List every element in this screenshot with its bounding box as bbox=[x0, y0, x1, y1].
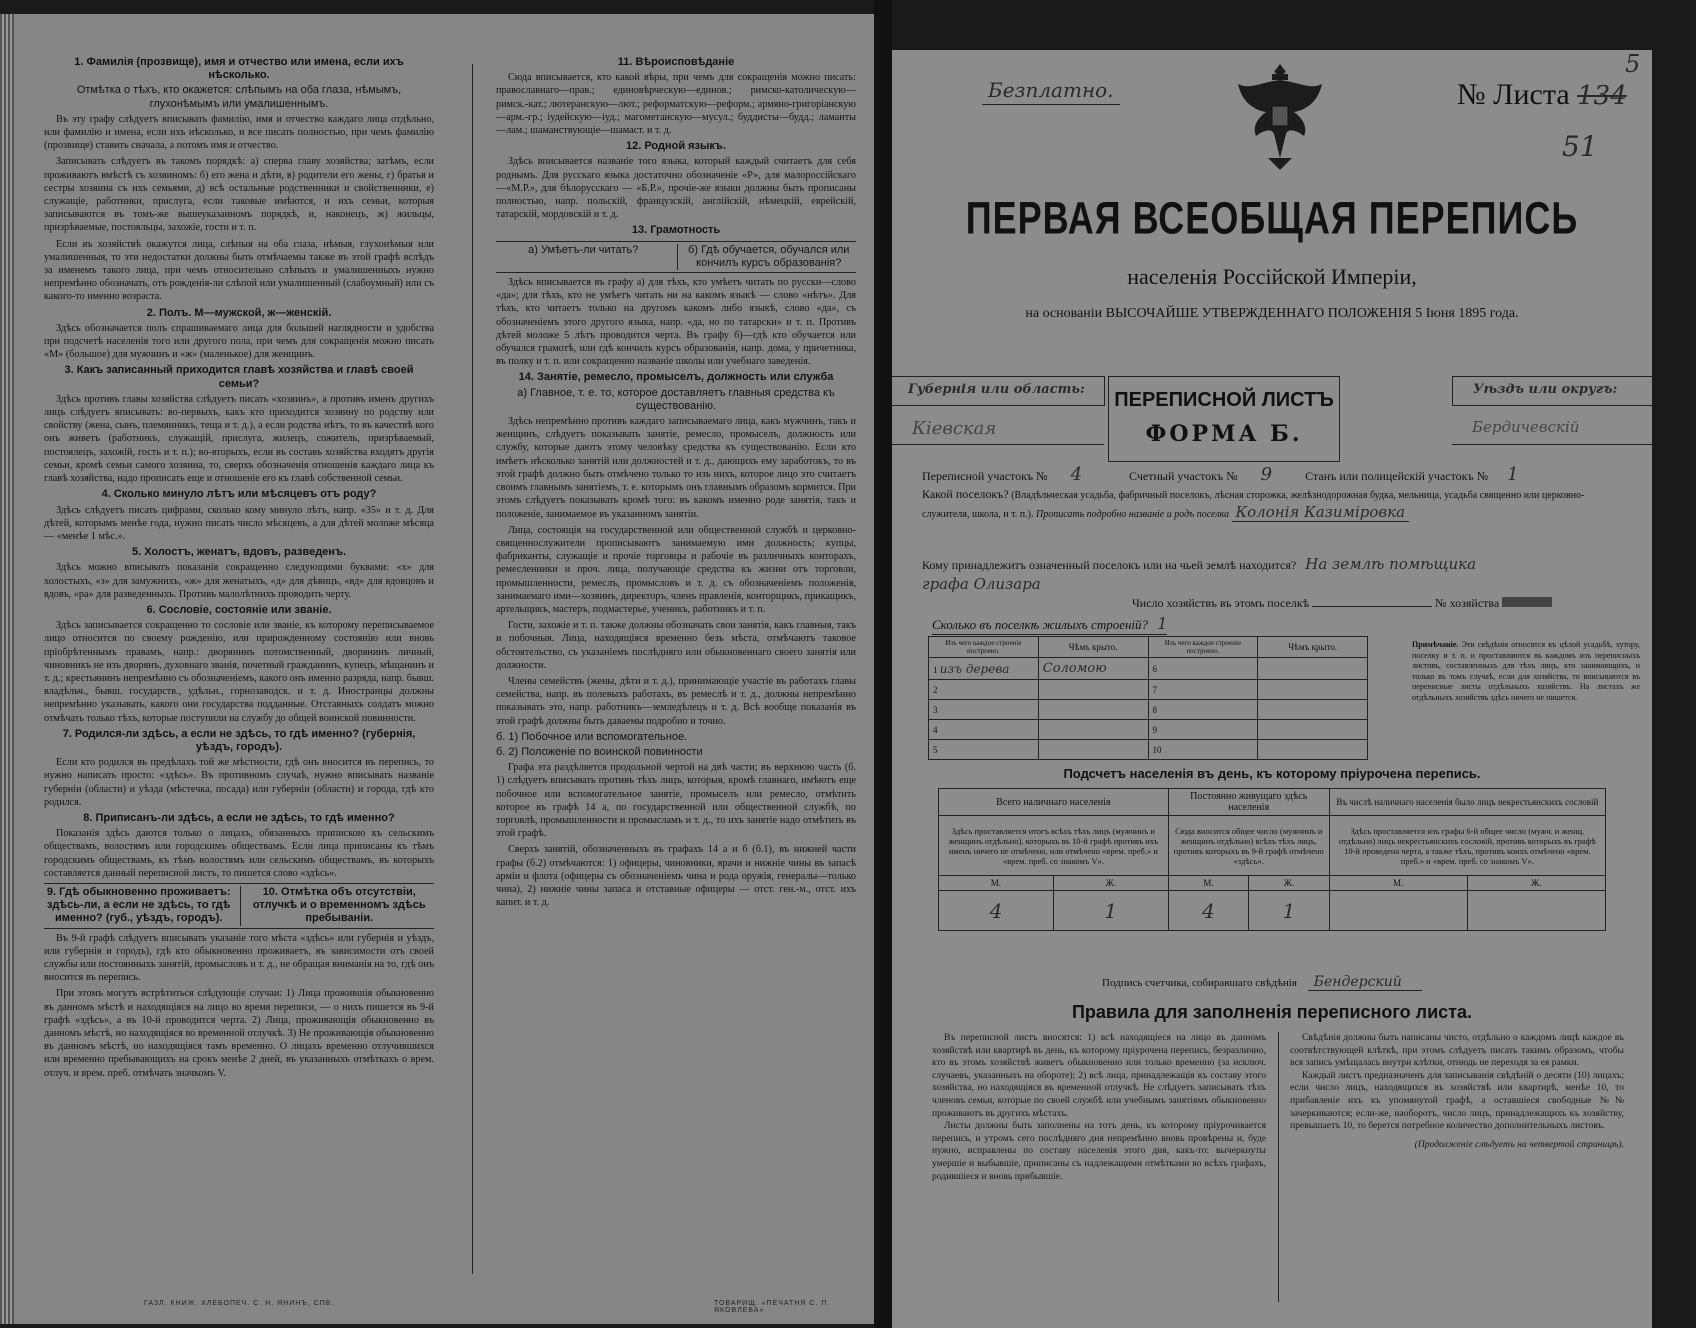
buildings-line bbox=[932, 614, 1167, 635]
section-subheading: б. 2) Положеніе по воинской повинности bbox=[496, 745, 703, 758]
table-cell: Сюда вносится общее число (мужчинъ и женщинъ отдѣльно) всѣхъ тѣхъ лицъ, противъ которыхъ въ 9-й графѣ отмѣчено «здѣсь». bbox=[1168, 816, 1329, 876]
non-peasant-male-value[interactable] bbox=[1329, 891, 1467, 931]
paragraph: При этомъ могутъ встрѣтиться слѣдующіе случаи: 1) Лица прожившія обыкновенно въ данномъ мѣстѣ и находящіяся на лицо во время переписи, — о нихъ пишется въ 9-й графѣ «здѣсь», а въ 10-й проводится черта. 2) Лица, проживающія обыкновенно въ данномъ мѣстѣ, но находящіяся во временной отлучкѣ. 3) Не проживающія обыкновенно въ данномъ мѣстѣ, но находящіяся тамъ временно. О лицахъ временно отлучившихся или временно пребывающихъ на срокъ менѣе 2 дней, въ указанныхъ отмѣткахъ о врем. отлуч. и врем. преб. отмѣчать значкомъ V. bbox=[44, 988, 434, 1079]
table-cell[interactable] bbox=[1038, 720, 1148, 740]
paragraph: Здѣсь вписывается въ графу а) для тѣхъ, кто умѣетъ читать по русски—слово «да»; для тѣхъ, кто не умѣетъ читать ни на какомъ языкѣ — слово «нѣтъ». Для тѣхъ, кто читаетъ только на другомъ какомъ либо языкѣ, слово «да», съ обозначеніемъ этого другого языка, напр. «да, но по татарски» и т. п. Противъ дѣтей моложе 5 лѣтъ проводится черта. Въ графу б)—гдѣ кто обучается или обучался грамотѣ, или гдѣ кончилъ курсъ образованія, напр. дома, у причетника, въ полку и т. п. или сокращенно названіе школы или учебнаго заведенія. bbox=[496, 277, 856, 368]
paragraph: Графа эта раздѣляется продольной чертой на двѣ части; въ верхнюю часть (б. 1) слѣдуетъ вписывать противъ тѣхъ лицъ, которыя, кромѣ главнаго, имѣютъ еще побочное или вспомогательное занятіе, промыселъ или ремесло, отмѣтить которое въ графѣ 14 а, по государственной или общественной службѣ, по торговлѣ, промышленности и промысламъ и т. д., то ихъ занятіе надо отмѣтить въ этой графѣ. bbox=[496, 762, 856, 840]
section-heading: 11. Вѣроисповѣданіе bbox=[617, 56, 735, 68]
paragraph: Лица, состоящія на государственной или общественной службѣ и церковно-священнослужители прописываютъ занимаемую ими должность; купцы, фабриканты, служащіе и прочіе торговцы и рабочіе въ различныхъ конторахъ, ремесленники и проч. лица, получающіе средства къ жизни отъ торговли, промышленности, ремеслъ, промысловъ и т. д. съ обозначеніемъ положенія, занимаемаго ими—хозяинъ, директоръ, членъ правленія, конторщикъ, прикащикъ, артельщикъ, мастеръ, подмастерье, ученикъ, работникъ и т. п. bbox=[496, 524, 856, 615]
census-area-value[interactable]: 4 bbox=[1070, 464, 1083, 485]
section-heading: 8. Приписанъ-ли здѣсь, а если не здѣсь, то гдѣ именно? bbox=[83, 811, 395, 824]
table-cell[interactable]: 5 bbox=[929, 740, 1039, 760]
paragraph: Здѣсь обозначается полъ спрашиваемаго лица для большей наглядности и удобства при подсчетѣ населенія того или другого пола, при чемъ для сокращенія можно писать «М» (большое) для мужчинъ и «ж» (маленькое) для женщинъ. bbox=[44, 322, 434, 361]
table-cell[interactable]: 3 bbox=[929, 700, 1039, 720]
resident-male-value[interactable]: 4 bbox=[1168, 891, 1248, 931]
section-heading: 2. Полъ. М—мужской, ж—женскій. bbox=[146, 306, 332, 319]
table-cell[interactable]: 9 bbox=[1148, 720, 1258, 740]
table-row bbox=[929, 720, 1368, 740]
table-cell[interactable] bbox=[1038, 700, 1148, 720]
table-cell[interactable]: 10 bbox=[1148, 740, 1258, 760]
paragraph: Свѣдѣнія должны быть написаны чисто, отдѣльно о каждомъ лицѣ каждое въ соотвѣтствующей клѣткѣ, при этомъ слѣдуетъ писать такимъ образомъ, чтобы вся запись умѣщалась внутри клѣтки, отнюдь не переходя за ея рамки. bbox=[1290, 1032, 1624, 1069]
buildings-value[interactable]: 1 bbox=[1157, 614, 1168, 633]
rules-column-1 bbox=[932, 1032, 1266, 1183]
households-label: Число хозяйствъ въ этомъ поселкѣ bbox=[1132, 596, 1310, 610]
section-heading-pair bbox=[496, 241, 856, 273]
paragraph: Каждый листъ предназначенъ для записыванія свѣдѣній о десяти (10) лицахъ; если число лицъ, находящихся въ хозяйствѣ или квартирѣ, менѣе 10, то прибавленіе ихъ къ упомянутой графѣ, а оставшіеся свободные №№ зачеркиваются; если-же, наоборотъ, число лицъ, принадлежащихъ къ хозяйству, превышаетъ 10, то берется потребное количество дополнительныхъ листовъ. bbox=[1290, 1069, 1624, 1132]
signature-value[interactable]: Бендерский bbox=[1308, 974, 1422, 991]
section-heading: 10. Отмѣтка объ отсутствіи, отлучкѣ и о временномъ здѣсь пребываніи. bbox=[240, 886, 435, 926]
section-heading: 12. Родной языкъ. bbox=[625, 140, 726, 153]
table-cell[interactable]: 4 bbox=[929, 720, 1039, 740]
total-female-value[interactable]: 1 bbox=[1053, 891, 1168, 931]
owner-value[interactable]: На землѣ помѣщика bbox=[1305, 555, 1477, 573]
left-page-instructions bbox=[14, 14, 874, 1324]
table-header: Чѣмъ крыто. bbox=[1038, 637, 1148, 658]
sheet-number-correction: 5 bbox=[1625, 50, 1641, 78]
buildings-label: Сколько въ поселкѣ жилыхъ строеній? bbox=[932, 617, 1149, 632]
book-spine bbox=[874, 0, 892, 1328]
paragraph: Въ 9-й графѣ слѣдуетъ вписывать указаніе того мѣста «здѣсь» или губернія и уѣздъ, или губернія и городъ), гдѣ кто обыкновенно проживаетъ, въ зависимости отъ своей службы или постоянныхъ занятій, промысловъ и т. д., не обращая вниманія на то, гдѣ онъ вносится въ перепись. bbox=[44, 932, 434, 984]
form-title: ПЕРВАЯ ВСЕОБЩАЯ ПЕРЕПИСЬ bbox=[965, 192, 1579, 244]
table-cell: Ж. bbox=[1053, 876, 1168, 891]
paragraph: Сверхъ занятій, обозначенныхъ въ графахъ 14 а и б (б.1), въ нижней части графы (б.2) отмѣчаются: 1) офицеры, чиновники, врачи и нижніе чины въ запасѣ арміи и флота (офицеры съ обозначеніемъ чина и рода оружія, генералы—только чина), 2) нижніе чины запаса и отставные офицеры — отст. ген.-м., отст. ихъ капит. и т. д. bbox=[496, 844, 856, 909]
table-cell[interactable] bbox=[1258, 680, 1368, 700]
settlement-value[interactable]: Колонія Казиміровка bbox=[1232, 503, 1410, 522]
table-cell[interactable] bbox=[1258, 700, 1368, 720]
sheet-number-value: 134 bbox=[1577, 81, 1627, 111]
table-header: Всего наличнаго населенія bbox=[939, 789, 1169, 816]
imperial-eagle-icon bbox=[1232, 62, 1328, 172]
paragraph: Показанія здѣсь даются только о лицахъ, обязанныхъ припискою къ сельскимъ обществамъ, волостямъ или городскимъ обществамъ. Если лица приписаны къ тѣмъ городскимъ обществамъ, къ тѣмъ волостямъ или сельскимъ обществамъ, въ которыхъ составляется данный переписной листъ, то пишется слово «здѣсь». bbox=[44, 828, 434, 879]
sheet-number bbox=[1457, 78, 1627, 112]
paragraph: Здѣсь можно вписывать показанія сокращенно следующими буквами: «х» для холостыхъ, «з» для замужнихъ, «ж» для женатыхъ, «д» для дѣвицъ, «вд» для вдовцовъ и вдовъ, «ра» для разведенныхъ. Противъ малолѣтнихъ проводить черту. bbox=[44, 562, 434, 600]
census-area-label: Переписной участокъ № bbox=[922, 469, 1048, 483]
table-row bbox=[929, 680, 1368, 700]
table-cell[interactable] bbox=[1258, 720, 1368, 740]
paragraph: Въ переписной листъ вносятся: 1) всѣ находящіеся на лицо въ данномъ хозяйствѣ или квартирѣ въ день, къ которому пріурочена перепись, безразлично, кто въ этомъ хозяйствѣ живетъ обыкновенно или только временно (за исключ. случаевъ, указанныхъ на обороте); 2) всѣ лица, принадлежащія къ составу этого хозяйства, но находящіяся въ временной отлучкѣ. Не слѣдуетъ записывать тѣхъ членовъ семьи, которые по своей службѣ или учебнымъ занятіямъ обыкновенно проживаютъ въ другихъ мѣстахъ. bbox=[932, 1032, 1266, 1119]
table-cell[interactable]: 7 bbox=[1148, 680, 1258, 700]
district-value[interactable]: Бердичевскій bbox=[1472, 418, 1580, 436]
instructions-column-2 bbox=[496, 54, 856, 912]
households-line bbox=[1132, 596, 1642, 611]
owner-block bbox=[922, 555, 1622, 573]
population-table bbox=[938, 788, 1606, 931]
table-row bbox=[929, 658, 1368, 680]
table-cell[interactable]: 8 bbox=[1148, 700, 1258, 720]
table-row bbox=[929, 740, 1368, 760]
resident-female-value[interactable]: 1 bbox=[1249, 891, 1329, 931]
table-header: Постоянно живущаго здѣсь населенія bbox=[1168, 789, 1329, 816]
province-box bbox=[892, 376, 1105, 406]
section-heading: 5. Холостъ, женатъ, вдовъ, разведенъ. bbox=[131, 546, 347, 559]
province-underline bbox=[892, 444, 1104, 445]
section-subheading: б. 1) Побочное или вспомогательное. bbox=[496, 730, 688, 743]
section-heading: 6. Сословіе, состояніе или званіе. bbox=[146, 603, 332, 616]
table-cell[interactable] bbox=[1038, 680, 1148, 700]
free-label: Безплатно. bbox=[982, 78, 1120, 105]
table-header: Чѣмъ крыто. bbox=[1258, 637, 1368, 658]
stan-value[interactable]: 1 bbox=[1507, 464, 1519, 485]
section-heading: а) Умѣетъ-ли читать? bbox=[528, 243, 639, 256]
count-title: Подсчетъ населенія въ день, къ которому пріурочена перепись. bbox=[1063, 766, 1481, 781]
table-header: Въ числѣ наличнаго населенія было лицъ некрестьянскихъ сословій bbox=[1329, 789, 1605, 816]
paragraph: Здѣсь записывается сокращенно то сословіе или званіе, къ которому переписываемое лицо относится по своему рожденію, или прирожденному состоянію или вновь пріобрѣтеннымъ правамъ, напр.: дворянинъ потомственный, дворянинъ личный, чиновникъ не изъ дворянъ, духовнаго званія, почетный гражданинъ, купецъ, мѣщанинъ и т. д.; крестьянинъ непремѣнно съ обозначеніемъ, какого онъ именно разряда, напр. бывш. владѣльч., бывш. государств., удѣльн., горнозаводск. и т. д. Иностранцы должны непремѣнно указывать, какого они государства подданные. Отставныхъ солдатъ можно отмѣчать только тѣхъ, которые поступили на службу до общей воинской повинности. bbox=[44, 620, 434, 724]
table-cell: Ж. bbox=[1249, 876, 1329, 891]
paragraph: Въ эту графу слѣдуетъ вписывать фамилію, имя и отчество каждаго лица отдѣльно, или фамилію и имена, если ихъ нѣсколько, и все писать полностью, при чемъ фамилію (прозвище) ставить сначала, а потомъ имя и отчество. bbox=[44, 113, 434, 152]
paragraph: Гости, захожіе и т. п. также должны обозначать свои занятія, какъ главныя, такъ и побочныя. Лица, находящіяся временно безъ мѣста, отмѣчаютъ таковое обстоятельство, съ указаніемъ послѣдняго или обыкновеннаго своего занятія или должности. bbox=[496, 620, 856, 671]
rules-continuation: (Продолженіе слѣдуетъ на четвертой страницѣ). bbox=[1414, 1138, 1624, 1150]
district-underline bbox=[1452, 444, 1652, 445]
table-cell[interactable] bbox=[1258, 658, 1368, 680]
table-cell: М. bbox=[1329, 876, 1467, 891]
count-area-label: Счетный участокъ № bbox=[1129, 469, 1238, 483]
settlement-label: Какой поселокъ? bbox=[922, 487, 1009, 501]
owner-value-line-2[interactable]: графа Олизара bbox=[922, 575, 1041, 593]
column-divider bbox=[472, 64, 473, 1274]
form-subtitle: населенія Россійской Имперіи, bbox=[1127, 264, 1417, 289]
table-header: Изъ чего каждое строеніе построено. bbox=[929, 637, 1039, 658]
paragraph: Здѣсь слѣдуетъ писать цифрами, сколько кому минуло лѣтъ, напр. «35» и т. д. Для дѣтей, которымъ менѣе года, нужно писать число мѣсяцевъ, а для дѣтей моложе мѣсяца — «менѣе 1 мѣс.». bbox=[44, 504, 434, 542]
table-cell: Ж. bbox=[1467, 876, 1605, 891]
section-subheading: а) Главное, т. е. то, которое доставляетъ главныя средства къ существованію. bbox=[517, 386, 835, 412]
form-type-sub: ФОРМА Б. bbox=[1145, 421, 1303, 447]
section-heading: 1. Фамилія (прозвище), имя и отчество или имена, если ихъ нѣсколько. bbox=[74, 56, 404, 82]
table-cell[interactable]: 2 bbox=[929, 680, 1039, 700]
section-heading-pair bbox=[44, 883, 434, 929]
printer-footer-left: ГАЗЛ. КНИЖ. ХЛЕБОПЕЧ. С. Н. ЯНИНЪ, СПБ. bbox=[144, 1300, 335, 1307]
section-heading: б) Гдѣ обучается, обучался или кончилъ курсъ образованія? bbox=[677, 244, 857, 270]
section-heading: 14. Занятіе, ремесло, промыселъ, должность или служба bbox=[518, 371, 834, 384]
paragraph: Здѣсь вписывается названіе того языка, который каждый считаетъ для себя роднымъ. Для русскаго языка достаточно обозначеніе «Р», для малороссійскаго—«М.Р.», для бѣлорусскаго — «Б.Р.», прочіе-же языки должны быть прописаны полностью, напр. польскій, французскій, англійскій, нѣмецкій, еврейскій, татарскій, мордовскій и т. д. bbox=[496, 156, 856, 221]
section-heading: 4. Сколько минуло лѣтъ или мѣсяцевъ отъ роду? bbox=[101, 488, 377, 501]
rules-divider bbox=[1278, 1032, 1279, 1302]
settlement-hint-2: Прописать подробно названіе и родъ поселка bbox=[1035, 509, 1230, 520]
section-heading: 7. Родился-ли здѣсь, а если не здѣсь, то гдѣ именно? (губернія, уѣздъ, городъ). bbox=[62, 727, 416, 753]
table-cell: М. bbox=[1168, 876, 1248, 891]
table-header: Изъ чего каждое строеніе построено. bbox=[1148, 637, 1258, 658]
district-label: Уѣздъ или округъ: bbox=[1473, 382, 1618, 397]
province-label: Губернія или область: bbox=[908, 382, 1085, 397]
total-male-value[interactable]: 4 bbox=[939, 891, 1054, 931]
section-heading: 3. Какъ записанный приходится главѣ хозяйства и главѣ своей семьи? bbox=[64, 364, 414, 390]
note-block bbox=[1412, 640, 1640, 703]
district-box bbox=[1452, 376, 1653, 406]
signature-line bbox=[1102, 974, 1422, 990]
province-value[interactable]: Кіевская bbox=[912, 418, 997, 439]
table-cell: М. bbox=[939, 876, 1054, 891]
stacked-page-edges bbox=[0, 14, 14, 1324]
sheet-stamp-number: 51 bbox=[1562, 130, 1598, 163]
rules-title: Правила для заполненія переписного листа. bbox=[1071, 1002, 1473, 1022]
building-material-value[interactable]: изъ дерева bbox=[939, 661, 1010, 676]
table-row bbox=[939, 876, 1606, 891]
sheet-number-label: № Листа bbox=[1457, 78, 1570, 111]
note-text: Эти свѣдѣнія относятся къ цѣлой усадьбѣ, хутору, поселку и т. п. и проставляются въ каждомъ изъ переписныхъ листовъ, составленныхъ для тѣхъ лицъ, кто занимающихъ, и только въ томъ случаѣ, если для хозяйства, то вписываются въ переписные листы отдѣльныхъ хозяйствъ. На листахъ же отдѣльныхъ хозяйствъ здѣсь ничего не пишется. bbox=[1412, 640, 1640, 702]
right-page-census-form bbox=[892, 50, 1652, 1328]
rules-column-2 bbox=[1290, 1032, 1624, 1151]
paragraph: Если въ хозяйствѣ окажутся лица, слѣпыя на оба глаза, нѣмыя, глухонѣмыя или умалишенныя, то эти недостатки должны быть отмѣчаемы также въ этой графѣ вслѣдъ за именемъ такого лица, при чемъ относительно слѣпыхъ и умалишенныхъ нужно непремѣнно обозначать, отъ рожденія-ли слѣпой или умалишенный (слабоумный) или съ какого-то именно возраста. bbox=[44, 238, 434, 303]
table-cell: Здѣсь проставляется итогъ всѣхъ тѣхъ лицъ (мужчинъ и женщинъ отдѣльно), которыхъ въ 10-й графѣ противъ ихъ именъ ничего не отмѣчено, или отмѣчено «врем. преб.» и «врем. преб. со знакомъ V». bbox=[939, 816, 1169, 876]
table-cell[interactable] bbox=[1258, 740, 1368, 760]
section-heading: 13. Грамотность bbox=[631, 224, 721, 237]
form-legal-basis: на основаніи ВЫСОЧАЙШЕ УТВЕРЖДЕННАГО ПОЛОЖЕНІЯ 5 Іюня 1895 года. bbox=[1025, 306, 1519, 321]
table-row bbox=[939, 816, 1606, 876]
paragraph: Сюда вписывается, кто какой вѣры, при чемъ для сокращенія можно писать: православнаго—прав.; единовѣрческую—единов.; римско-католическую—римск.-кат.; лютеранскую—лют.; реформатскую—реформ.; армяно-григоріанскую—арм.-гр.; іудейскую—іуд.; магометанскую—мусул.; буддисты—будд.; ламаиты—лам.; шаманствующіе—шамаст. и т. д. bbox=[496, 72, 856, 137]
signature-label: Подпись счетчика, собиравшаго свѣдѣнія bbox=[1102, 977, 1297, 989]
table-row bbox=[939, 891, 1606, 931]
stan-label: Станъ или полицейскій участокъ № bbox=[1305, 469, 1489, 483]
instructions-column-1 bbox=[44, 54, 434, 1083]
printer-footer-right: ТОВАРИЩ. «ПЕЧАТНЯ С. П. ЯКОВЛЕВА» bbox=[714, 1300, 831, 1314]
building-roof-value[interactable]: Соломою bbox=[1038, 658, 1148, 680]
table-cell[interactable] bbox=[1038, 740, 1148, 760]
settlement-block bbox=[922, 486, 1622, 523]
paragraph: Члены семействъ (жены, дѣти и т. д.), принимающіе участіе въ работахъ главы семейства, напр. въ полевыхъ работахъ, въ ремеслѣ и т. д., должны непремѣнно показывать это, напр. работникъ—земледѣлецъ и т. д. Всѣ вообще показанія въ этой графѣ должны быть даваемы подробно и точно. bbox=[496, 675, 856, 727]
non-peasant-female-value[interactable] bbox=[1467, 891, 1605, 931]
note-label: Примѣчаніе. bbox=[1412, 640, 1459, 649]
form-type-title: ПЕРЕПИСНОЙ ЛИСТЪ bbox=[1114, 389, 1334, 411]
section-heading: 9. Гдѣ обыкновенно проживаетъ: здѣсь-ли, а если не здѣсь, то гдѣ именно? (губ., уѣздъ, городъ). bbox=[46, 885, 231, 925]
paragraph: Здѣсь непремѣнно противъ каждаго записываемаго лица, какъ мужчинъ, такъ и женщинъ, слѣдуетъ показывать занятіе, ремесло, промыселъ, должность или службу, которые даютъ этому человѣку средства къ существованію. Если кто имѣетъ нѣсколько занятій или должностей и т. д., дающихъ ему заработокъ, то въ этой графѣ должно быть отмѣчено только то изъ нихъ, которое лицо это считаетъ своимъ главнымъ занятіемъ, т. е. которымъ онъ главнымъ образомъ кормится. При этомъ слѣдуетъ показывать кромѣ того: въ какомъ именно роде занятія, такъ и положеніе, занимаемое въ указанномъ занятіи. bbox=[496, 416, 856, 520]
table-cell[interactable]: 1 изъ дерева bbox=[929, 658, 1039, 680]
settlement-hint: (Владѣльческая усадьба, фабричный поселокъ, лѣсная сторожка, желѣзнодорожная будка, мельница, усадьба священно или церковно-служителя, школа, и т. п.). bbox=[922, 490, 1585, 520]
paragraph: Здѣсь противъ главы хозяйства слѣдуетъ писать «хозяинъ», а противъ именъ другихъ лицъ слѣдуетъ вписывать: во-первыхъ, какъ кто приходится хозяину по родству или свойству (жена, сынъ, племянникъ, теща и т. д.), а если родства нѣтъ, то въ качествѣ кого онъ живетъ (работникъ, служащій, прислуга, жилецъ, сожитель, призрѣваемый, постоялецъ, захожій, гость и т. п.); во-вторыхъ, если въ составъ хозяйства входятъ другія семьи, кромѣ семьи самого хозяина, то, сверхъ обозначенія отношенія каждаго лица къ главѣ хозяйства, надо прописать еще и отношеніе его къ главѣ собственной семьи. bbox=[44, 393, 434, 485]
form-type-box bbox=[1108, 376, 1340, 462]
paragraph: Записывать слѣдуетъ въ такомъ порядкѣ: а) сперва главу хозяйства; затѣмъ, если проживаютъ вмѣстѣ съ хозяиномъ: б) его жена и дѣти, в) родители его жены, г) братья и сестры хозяина съ ихъ семьями, д) всѣ остальные родственники и свойственники, е) служащіе, работники, прислуга, если таковые имѣются, и ихъ семьи, которыя записываются въ томъ-же вышеуказанномъ порядкѣ, и, наконецъ, ж) жильцы, призрѣваемые, постояльцы, захожіе, гости и т. п. bbox=[44, 156, 434, 234]
section-subheading: Отмѣтка о тѣхъ, кто окажется: слѣпымъ на оба глаза, нѣмымъ, глухонѣмымъ или умалишеннымъ. bbox=[76, 84, 402, 110]
paragraph: Листы должны быть заполнены на тотъ день, къ которому пріурочивается перепись, и утромъ сего послѣдняго дня непремѣнно вновь провѣрены и, буде нужно, исправлены по составу населенія этого дня, какъ-то: вычеркнуты умершіе и выбывшіе, приписаны съ надлежащими отмѣтками во всѣхъ графахъ, родившіеся и вновь прибывшіе. bbox=[932, 1120, 1266, 1182]
buildings-table bbox=[928, 636, 1368, 760]
household-number-label: № хозяйства bbox=[1435, 596, 1500, 610]
owner-label: Кому принадлежитъ означенный поселокъ или на чьей землѣ находится? bbox=[922, 558, 1297, 572]
table-cell[interactable]: 6 bbox=[1148, 658, 1258, 680]
table-cell: Здѣсь проставляется изъ графы 6-й общее число (мужч. и женщ. отдѣльно) лицъ некрестьянскихъ сословій, противъ которыхъ въ графѣ 10-й проведена черта, а также тѣхъ, противъ коихъ отмѣчено «врем. преб.» и «врем. преб. со знакомъ V». bbox=[1329, 816, 1605, 876]
table-header-row bbox=[939, 789, 1606, 816]
table-row bbox=[929, 700, 1368, 720]
paragraph: Если кто родился въ предѣлахъ той же мѣстности, гдѣ онъ вносится въ перепись, то нужно написать просто: «здѣсь». Въ противномъ случаѣ, нужно вписывать названіе губерніи (области) и уѣзда (мѣстечка, посада) или губерніи (области) и города, гдѣ кто родился. bbox=[44, 757, 434, 808]
table-header-row bbox=[929, 637, 1368, 658]
count-area-value[interactable]: 9 bbox=[1260, 464, 1273, 485]
census-area-line bbox=[922, 464, 1642, 485]
